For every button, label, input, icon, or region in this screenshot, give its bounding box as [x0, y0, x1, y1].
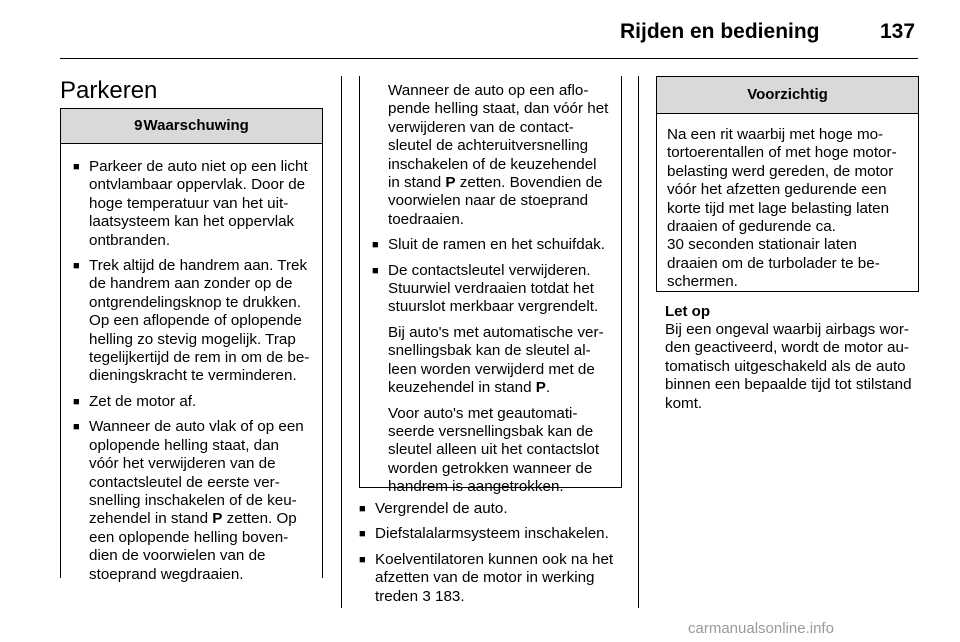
list-item: ■ Diefstalalarmsysteem inschakelen.: [359, 525, 624, 543]
post-box-list: [359, 500, 624, 613]
caution-text-continued: 30 seconden stationair laten draaien om de turbolader te beschermen.: [667, 236, 880, 291]
caution-text: Na een rit waarbij met hoge motortoerentallen of met hoge motorbelasting werd gereden, de motor vóór het afzetten gedurende een korte tijd met lage belasting laten draaien of gedurende ca.: [667, 126, 897, 236]
list-item: ■ Zet de motor af.: [73, 393, 310, 411]
warning-intro: Wanneer de auto op een aflopende helling staat, dan vóór het verwijderen van de contactsleutel de achteruitversnelling inschakelen of de keuzehendel in stand P zetten. Bovendien de voorwielen naar de stoeprand toedraaien.: [388, 82, 609, 228]
warning-box-header: [61, 109, 322, 144]
note: [665, 303, 921, 413]
note-text: Bij een ongeval waarbij airbags worden geactiveerd, wordt de motor automatisch uitgeschakeld als de auto binnen een bepaalde tijd tot stilstand komt.: [665, 321, 912, 412]
caution-box-header: Voorzichtig: [657, 77, 918, 114]
warning-list: [73, 158, 310, 584]
page-reference[interactable]: 183.: [435, 587, 465, 605]
section-title: Parkeren: [60, 77, 158, 104]
header-title: Rijden en bediening: [620, 20, 820, 43]
page-number: 137: [880, 20, 916, 43]
list-item: ■ De contactsleutel verwijderen. Stuurwiel verdraaien totdat het stuurslot merkbaar vergrendelt.: [372, 262, 609, 317]
header-rule: [60, 58, 918, 59]
column-rule-right: [638, 76, 639, 608]
note-label: Let op: [665, 303, 710, 320]
list-item: ■ Wanneer de auto vlak of op een oplopende helling staat, dan vóór het verwijderen van de contactsleutel de eerste versnelling inschakelen of de keuzehendel in stand P zetten. Op een oplopende helling bovendien de voorwielen van de stoeprand wegdraaien.: [73, 418, 310, 584]
watermark: carmanualsonline.info: [688, 620, 834, 637]
warning-list-continued: [372, 236, 609, 317]
warning-title: Waarschuwing: [143, 117, 249, 134]
automatic-gearbox-note: Bij auto's met automatische versnellingsbak kan de sleutel alleen worden verwijderd met de keuzehendel in stand P.: [388, 323, 604, 397]
column-rule-middle: [341, 76, 342, 608]
list-item: ■ Parkeer de auto niet op een licht ontvlambaar oppervlak. Door de hoge temperatuur van het uitlaatsysteem kan het oppervlak ontbranden.: [73, 158, 310, 250]
caution-box: [656, 76, 919, 292]
warning-box-continued: [359, 76, 622, 496]
automated-gearbox-note: Voor auto's met geautomatiseerde versnellingsbak kan de sleutel alleen uit het contactslot worden getrokken wanneer de handrem is aangetrokken.: [388, 404, 600, 496]
warning-box: [60, 108, 323, 583]
page-reference-icon: 3: [422, 587, 431, 605]
list-item: ■ Sluit de ramen en het schuifdak.: [372, 236, 609, 254]
list-item: ■ Trek altijd de handrem aan. Trek de handrem aan zonder op de ontgrendelingsknop te drukken. Op een aflopende of oplopende helling zo stevig mogelijk. Trap tegelijkertijd de rem in om de bedieningskracht te verminderen.: [73, 257, 310, 386]
list-item: ■ Koelventilatoren kunnen ook na het afzetten van de motor in werking treden 3 183.: [359, 551, 624, 606]
warning-icon: 9: [134, 117, 143, 134]
list-item: ■ Vergrendel de auto.: [359, 500, 624, 518]
